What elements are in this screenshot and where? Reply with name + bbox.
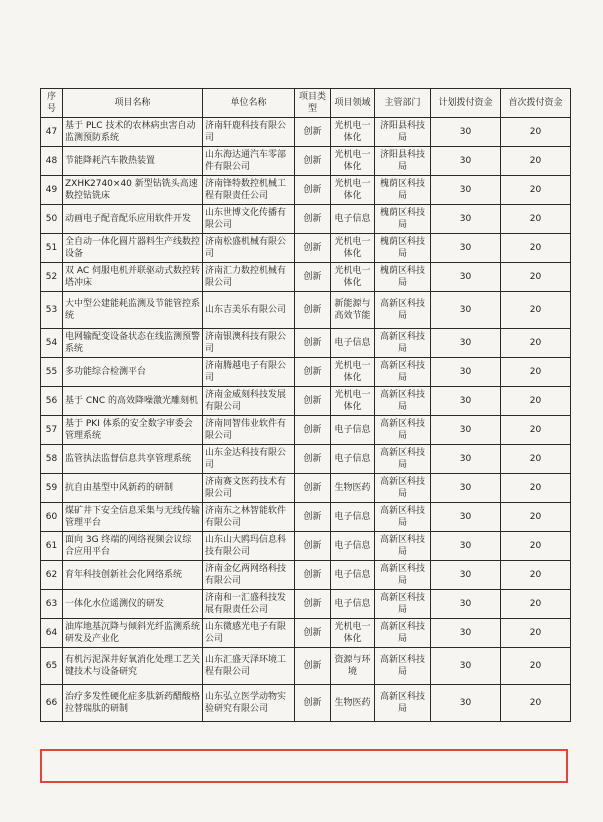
row-unit-name: 山东微感光电子有限公司 xyxy=(203,619,295,648)
row-planned-fund: 30 xyxy=(431,387,501,416)
row-type: 创新 xyxy=(295,118,331,147)
table-row xyxy=(41,387,571,416)
row-first-fund: 20 xyxy=(501,503,571,532)
row-first-fund: 20 xyxy=(501,619,571,648)
row-first-fund: 20 xyxy=(501,329,571,358)
row-planned-fund: 30 xyxy=(431,263,501,292)
row-no: 52 xyxy=(41,263,63,292)
row-field: 光机电一体化 xyxy=(331,263,375,292)
row-unit-name: 济南汇力数控机械有限公司 xyxy=(203,263,295,292)
row-first-fund: 20 xyxy=(501,147,571,176)
row-unit-name: 济南腾越电子有限公司 xyxy=(203,358,295,387)
row-type: 创新 xyxy=(295,205,331,234)
row-first-fund: 20 xyxy=(501,263,571,292)
row-project-name: 节能降耗汽车散热装置 xyxy=(63,147,203,176)
row-planned-fund: 30 xyxy=(431,147,501,176)
row-project-name: 有机污泥深井好氧消化处理工艺关键技术与设备研究 xyxy=(63,648,203,685)
header-fund: 计划拨付资金 xyxy=(431,89,501,118)
row-field: 新能源与高效节能 xyxy=(331,292,375,329)
row-unit-name: 济南同智伟业软件有限公司 xyxy=(203,416,295,445)
row-dept: 高新区科技局 xyxy=(375,590,431,619)
header-no: 序号 xyxy=(41,89,63,118)
row-type: 创新 xyxy=(295,387,331,416)
table-row xyxy=(41,263,571,292)
row-unit-name: 济南银澳科技有限公司 xyxy=(203,329,295,358)
row-planned-fund: 30 xyxy=(431,503,501,532)
row-type: 创新 xyxy=(295,147,331,176)
row-project-name: 治疗多发性硬化症多肽新药醋酸格拉替瑞肽的研制 xyxy=(63,685,203,722)
row-field: 光机电一体化 xyxy=(331,387,375,416)
row-project-name: 基于 PKI 体系的安全数字审委会管理系统 xyxy=(63,416,203,445)
row-first-fund: 20 xyxy=(501,590,571,619)
row-dept: 济阳县科技局 xyxy=(375,147,431,176)
row-planned-fund: 30 xyxy=(431,329,501,358)
row-planned-fund: 30 xyxy=(431,118,501,147)
table-row xyxy=(41,292,571,329)
table-row xyxy=(41,176,571,205)
row-planned-fund: 30 xyxy=(431,205,501,234)
row-type: 创新 xyxy=(295,329,331,358)
row-field: 光机电一体化 xyxy=(331,358,375,387)
row-no: 56 xyxy=(41,387,63,416)
row-first-fund: 20 xyxy=(501,561,571,590)
row-project-name: 大中型公建能耗监测及节能管控系统 xyxy=(63,292,203,329)
row-field: 光机电一体化 xyxy=(331,234,375,263)
table-header-row xyxy=(41,89,571,118)
row-type: 创新 xyxy=(295,292,331,329)
row-type: 创新 xyxy=(295,685,331,722)
row-field: 电子信息 xyxy=(331,205,375,234)
row-project-name: 一体化水位遥测仪的研发 xyxy=(63,590,203,619)
table-row xyxy=(41,685,571,722)
row-project-name: 双 AC 伺服电机并联驱动式数控转塔冲床 xyxy=(63,263,203,292)
row-unit-name: 山东海达通汽车零部件有限公司 xyxy=(203,147,295,176)
row-field: 电子信息 xyxy=(331,503,375,532)
table-row xyxy=(41,474,571,503)
row-type: 创新 xyxy=(295,176,331,205)
row-field: 生物医药 xyxy=(331,685,375,722)
row-field: 光机电一体化 xyxy=(331,118,375,147)
row-dept: 槐荫区科技局 xyxy=(375,205,431,234)
row-unit-name: 济南轩鹿科技有限公司 xyxy=(203,118,295,147)
row-planned-fund: 30 xyxy=(431,474,501,503)
row-planned-fund: 30 xyxy=(431,532,501,561)
row-project-name: 多功能综合检测平台 xyxy=(63,358,203,387)
row-no: 63 xyxy=(41,590,63,619)
row-unit-name: 济南赛文医药技术有限公司 xyxy=(203,474,295,503)
row-planned-fund: 30 xyxy=(431,292,501,329)
table-row xyxy=(41,416,571,445)
row-field: 电子信息 xyxy=(331,329,375,358)
row-type: 创新 xyxy=(295,619,331,648)
row-no: 65 xyxy=(41,648,63,685)
row-project-name: 电网输配变设备状态在线监测预警系统 xyxy=(63,329,203,358)
header-unit: 单位名称 xyxy=(203,89,295,118)
header-name: 项目名称 xyxy=(63,89,203,118)
row-no: 61 xyxy=(41,532,63,561)
row-first-fund: 20 xyxy=(501,445,571,474)
row-dept: 高新区科技局 xyxy=(375,648,431,685)
row-no: 48 xyxy=(41,147,63,176)
row-first-fund: 20 xyxy=(501,292,571,329)
row-type: 创新 xyxy=(295,532,331,561)
row-dept: 高新区科技局 xyxy=(375,561,431,590)
row-field: 电子信息 xyxy=(331,561,375,590)
row-first-fund: 20 xyxy=(501,648,571,685)
row-first-fund: 20 xyxy=(501,416,571,445)
row-no: 51 xyxy=(41,234,63,263)
row-type: 创新 xyxy=(295,474,331,503)
row-no: 50 xyxy=(41,205,63,234)
row-unit-name: 济南东之林智能软件有限公司 xyxy=(203,503,295,532)
row-planned-fund: 30 xyxy=(431,619,501,648)
row-first-fund: 20 xyxy=(501,474,571,503)
table-row xyxy=(41,503,571,532)
row-first-fund: 20 xyxy=(501,205,571,234)
table-row xyxy=(41,445,571,474)
row-dept: 槐荫区科技局 xyxy=(375,263,431,292)
row-project-name: 基于 PLC 技术的农林病虫害自动监测预防系统 xyxy=(63,118,203,147)
row-first-fund: 20 xyxy=(501,532,571,561)
table-row xyxy=(41,358,571,387)
table-row xyxy=(41,561,571,590)
row-project-name: 动画电子配音配乐应用软件开发 xyxy=(63,205,203,234)
row-no: 60 xyxy=(41,503,63,532)
header-type: 项目类型 xyxy=(295,89,331,118)
table-row xyxy=(41,234,571,263)
row-unit-name: 山东山大鸥玛信息科技有限公司 xyxy=(203,532,295,561)
header-field: 项目领域 xyxy=(331,89,375,118)
table-row xyxy=(41,619,571,648)
table-row xyxy=(41,590,571,619)
row-type: 创新 xyxy=(295,416,331,445)
row-unit-name: 济南金威刻科技发展有限公司 xyxy=(203,387,295,416)
row-planned-fund: 30 xyxy=(431,685,501,722)
table-row xyxy=(41,532,571,561)
row-field: 电子信息 xyxy=(331,445,375,474)
row-type: 创新 xyxy=(295,590,331,619)
row-field: 资源与环境 xyxy=(331,648,375,685)
row-first-fund: 20 xyxy=(501,358,571,387)
row-no: 66 xyxy=(41,685,63,722)
row-dept: 高新区科技局 xyxy=(375,685,431,722)
row-dept: 高新区科技局 xyxy=(375,329,431,358)
table-row xyxy=(41,329,571,358)
row-project-name: 全自动一体化圆片器料生产线数控设备 xyxy=(63,234,203,263)
row-unit-name: 山东弘立医学动物实验研究有限公司 xyxy=(203,685,295,722)
row-no: 47 xyxy=(41,118,63,147)
row-planned-fund: 30 xyxy=(431,176,501,205)
row-field: 电子信息 xyxy=(331,590,375,619)
row-dept: 高新区科技局 xyxy=(375,474,431,503)
row-type: 创新 xyxy=(295,503,331,532)
row-planned-fund: 30 xyxy=(431,358,501,387)
table-row xyxy=(41,118,571,147)
row-unit-name: 济南金亿两网络科技有限公司 xyxy=(203,561,295,590)
row-unit-name: 山东吉美乐有限公司 xyxy=(203,292,295,329)
row-planned-fund: 30 xyxy=(431,590,501,619)
row-type: 创新 xyxy=(295,445,331,474)
row-planned-fund: 30 xyxy=(431,648,501,685)
row-dept: 高新区科技局 xyxy=(375,503,431,532)
row-type: 创新 xyxy=(295,234,331,263)
row-unit-name: 山东汇盛天泽环境工程有限公司 xyxy=(203,648,295,685)
row-no: 64 xyxy=(41,619,63,648)
row-no: 49 xyxy=(41,176,63,205)
row-first-fund: 20 xyxy=(501,176,571,205)
row-dept: 济阳县科技局 xyxy=(375,118,431,147)
header-dept: 主管部门 xyxy=(375,89,431,118)
row-field: 光机电一体化 xyxy=(331,176,375,205)
row-unit-name: 山东金达科技有限公司 xyxy=(203,445,295,474)
row-project-name: 抗自由基型中风新药的研制 xyxy=(63,474,203,503)
row-type: 创新 xyxy=(295,358,331,387)
row-dept: 槐荫区科技局 xyxy=(375,176,431,205)
table-row xyxy=(41,205,571,234)
row-no: 59 xyxy=(41,474,63,503)
row-planned-fund: 30 xyxy=(431,445,501,474)
row-no: 55 xyxy=(41,358,63,387)
row-field: 生物医药 xyxy=(331,474,375,503)
row-field: 光机电一体化 xyxy=(331,147,375,176)
row-project-name: ZXHK2740×40 新型钻铣头高速数控钻铣床 xyxy=(63,176,203,205)
row-first-fund: 20 xyxy=(501,685,571,722)
row-first-fund: 20 xyxy=(501,118,571,147)
table-row xyxy=(41,648,571,685)
row-project-name: 煤矿井下安全信息采集与无线传输管理平台 xyxy=(63,503,203,532)
row-unit-name: 济南和一汇盛科技发展有限责任公司 xyxy=(203,590,295,619)
row-unit-name: 山东世博文化传播有限公司 xyxy=(203,205,295,234)
row-field: 光机电一体化 xyxy=(331,619,375,648)
row-first-fund: 20 xyxy=(501,234,571,263)
row-type: 创新 xyxy=(295,648,331,685)
header-first: 首次拨付资金 xyxy=(501,89,571,118)
row-field: 电子信息 xyxy=(331,416,375,445)
row-type: 创新 xyxy=(295,263,331,292)
row-project-name: 监管执法监督信息共享管理系统 xyxy=(63,445,203,474)
row-planned-fund: 30 xyxy=(431,234,501,263)
row-no: 57 xyxy=(41,416,63,445)
row-project-name: 育年科技创新社会化网络系统 xyxy=(63,561,203,590)
row-planned-fund: 30 xyxy=(431,416,501,445)
row-project-name: 面向 3G 终端的网络视频会议综合应用平台 xyxy=(63,532,203,561)
row-no: 62 xyxy=(41,561,63,590)
row-dept: 高新区科技局 xyxy=(375,358,431,387)
project-funding-table xyxy=(40,88,571,722)
row-first-fund: 20 xyxy=(501,387,571,416)
row-dept: 高新区科技局 xyxy=(375,416,431,445)
row-dept: 高新区科技局 xyxy=(375,619,431,648)
row-unit-name: 济南松盛机械有限公司 xyxy=(203,234,295,263)
row-project-name: 油库地基沉降与倾斜光纤监测系统研发及产业化 xyxy=(63,619,203,648)
row-type: 创新 xyxy=(295,561,331,590)
row-dept: 高新区科技局 xyxy=(375,445,431,474)
row-no: 58 xyxy=(41,445,63,474)
highlight-box xyxy=(40,749,568,783)
table-row xyxy=(41,147,571,176)
row-dept: 高新区科技局 xyxy=(375,292,431,329)
row-no: 53 xyxy=(41,292,63,329)
row-dept: 槐荫区科技局 xyxy=(375,234,431,263)
row-dept: 高新区科技局 xyxy=(375,387,431,416)
row-no: 54 xyxy=(41,329,63,358)
row-dept: 高新区科技局 xyxy=(375,532,431,561)
row-field: 电子信息 xyxy=(331,532,375,561)
row-planned-fund: 30 xyxy=(431,561,501,590)
row-unit-name: 济南锋特数控机械工程有限责任公司 xyxy=(203,176,295,205)
row-project-name: 基于 CNC 的高效降噪激光雕刻机 xyxy=(63,387,203,416)
